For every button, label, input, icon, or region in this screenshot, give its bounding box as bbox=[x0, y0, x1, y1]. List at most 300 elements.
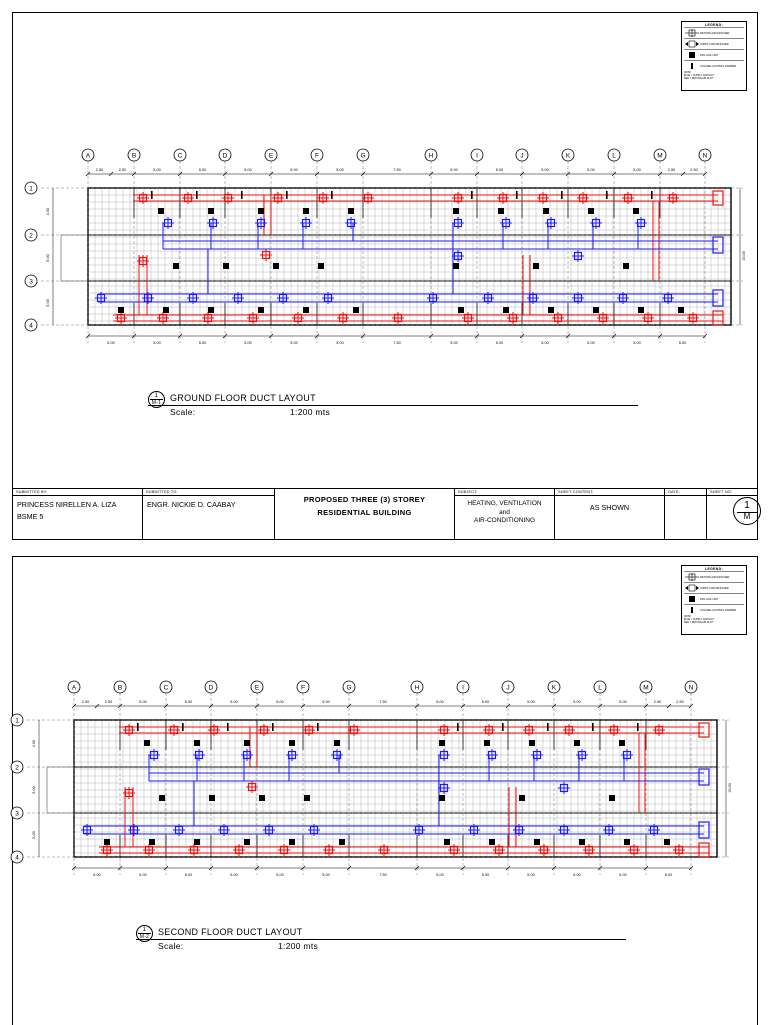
grid-column-label: G bbox=[360, 152, 366, 160]
dimension-label: 5.00 bbox=[276, 873, 284, 877]
dimension-label: 5.00 bbox=[481, 700, 490, 704]
fan-coil-unit bbox=[159, 795, 165, 801]
dimension-label: 2.50 bbox=[104, 700, 113, 704]
grid-column-label: K bbox=[551, 684, 557, 692]
legend-item bbox=[684, 60, 744, 71]
return-air-diffuser bbox=[583, 844, 595, 856]
fan-coil-unit bbox=[339, 839, 345, 845]
fan-coil-unit bbox=[209, 795, 215, 801]
volume-control-damper bbox=[547, 723, 549, 731]
return-air-diffuser bbox=[378, 844, 390, 856]
grid-column-label: I bbox=[476, 152, 478, 160]
supply-air-diffuser bbox=[452, 250, 464, 262]
fan-coil-unit bbox=[453, 263, 459, 269]
dimension-label: 5.00 bbox=[664, 873, 673, 877]
grid-column-label: M bbox=[643, 684, 649, 692]
dimension-label: 5.00 bbox=[527, 873, 535, 877]
legend-item-label: FAN COIL UNIT bbox=[700, 53, 719, 57]
return-air-diffuser bbox=[246, 781, 258, 793]
fan-coil-unit bbox=[664, 839, 670, 845]
supply-air-diffuser bbox=[545, 217, 557, 229]
dimension-label: 5.00 bbox=[276, 700, 284, 704]
dimension-label: 5.00 bbox=[198, 168, 207, 172]
return-air-diffuser bbox=[392, 312, 404, 324]
dimension-label: 2.50 bbox=[81, 700, 90, 704]
fan-coil-unit bbox=[444, 839, 450, 845]
volume-control-damper bbox=[227, 723, 229, 731]
return-air-diffuser bbox=[552, 312, 564, 324]
fan-coil-unit bbox=[633, 208, 639, 214]
fan-coil-unit bbox=[439, 740, 445, 746]
fan-coil-unit bbox=[579, 839, 585, 845]
grid-row-label: 1 bbox=[15, 717, 19, 725]
dimension-label: 5.00 bbox=[46, 299, 50, 307]
grid-column-label: J bbox=[506, 684, 510, 692]
return-air-diffuser bbox=[622, 192, 634, 204]
fan-coil-unit bbox=[304, 795, 310, 801]
dimension-label: 5.00 bbox=[541, 341, 549, 345]
fan-coil-unit bbox=[353, 307, 359, 313]
volume-control-damper bbox=[637, 723, 639, 731]
grid-column-label: B bbox=[117, 684, 123, 692]
porch-outline bbox=[47, 767, 74, 813]
dimension-label: 5.00 bbox=[290, 341, 298, 345]
second-floor-duct-plan bbox=[0, 675, 743, 890]
fan-coil-unit bbox=[244, 740, 250, 746]
grid-row-label: 1 bbox=[29, 185, 33, 193]
dimension-label: 2.50 bbox=[676, 700, 684, 704]
volume-control-damper bbox=[196, 191, 198, 199]
dimension-label: 5.00 bbox=[139, 700, 147, 704]
volume-control-damper bbox=[137, 723, 139, 731]
return-air-diffuser bbox=[538, 844, 550, 856]
fan-coil-unit bbox=[533, 263, 539, 269]
legend-item bbox=[684, 582, 744, 593]
volume-control-damper bbox=[286, 191, 288, 199]
supply-air-diffuser bbox=[193, 749, 205, 761]
dimension-label: 5.00 bbox=[184, 700, 193, 704]
legend-item-label: VOLUME CONTROL DAMPER bbox=[700, 64, 737, 68]
fan-coil-unit bbox=[623, 263, 629, 269]
dimension-label: 7.50 bbox=[379, 873, 387, 877]
supply-air-diffuser-icon bbox=[685, 40, 699, 48]
volume-control-damper bbox=[272, 723, 274, 731]
dimension-label: 5.00 bbox=[46, 254, 50, 262]
dimension-label: 5.00 bbox=[153, 341, 161, 345]
dimension-label: 2.50 bbox=[667, 168, 676, 172]
grid-row-label: 3 bbox=[15, 810, 19, 818]
dimension-label: 5.00 bbox=[573, 700, 581, 704]
supply-air-diffuser bbox=[500, 217, 512, 229]
ground-floor-duct-plan bbox=[13, 143, 757, 358]
fan-coil-unit bbox=[498, 208, 504, 214]
volume-control-damper bbox=[651, 191, 653, 199]
fan-coil-unit bbox=[163, 307, 169, 313]
dimension-label: 5.00 bbox=[678, 341, 687, 345]
project-title-line: PROPOSED THREE (3) STOREY bbox=[303, 495, 426, 504]
dimension-label: 5.00 bbox=[436, 873, 444, 877]
legend bbox=[681, 21, 747, 91]
drawing-sheet-second-floor bbox=[12, 556, 758, 1025]
supply-air-diffuser bbox=[207, 217, 219, 229]
return-air-diffuser bbox=[462, 312, 474, 324]
dimension-label: 5.00 bbox=[527, 700, 535, 704]
fan-coil-unit bbox=[104, 839, 110, 845]
volume-control-damper bbox=[151, 191, 153, 199]
return-air-diffuser bbox=[143, 844, 155, 856]
dimension-label: 5.00 bbox=[198, 341, 207, 345]
volume-control-damper bbox=[241, 191, 243, 199]
fan-coil-unit bbox=[149, 839, 155, 845]
supply-air-diffuser bbox=[300, 217, 312, 229]
project-title-line: RESIDENTIAL BUILDING bbox=[317, 508, 412, 517]
volume-control-damper bbox=[471, 191, 473, 199]
return-air-diffuser bbox=[258, 724, 270, 736]
dimension-label: 5.00 bbox=[336, 168, 344, 172]
grid-column-label: C bbox=[163, 684, 169, 692]
return-air-diffuser bbox=[507, 312, 519, 324]
grid-column-label: N bbox=[688, 684, 694, 692]
dimension-label: 15.00 bbox=[742, 251, 746, 261]
return-air-diffuser bbox=[673, 844, 685, 856]
dimension-label: 5.00 bbox=[230, 873, 238, 877]
supply-air-diffuser bbox=[148, 749, 160, 761]
fan-coil-unit bbox=[529, 740, 535, 746]
fan-coil-unit bbox=[318, 263, 324, 269]
dimension-label: 7.50 bbox=[393, 168, 401, 172]
date-cell: DATE: bbox=[665, 489, 707, 540]
fan-coil-unit bbox=[194, 740, 200, 746]
grid-column-label: L bbox=[612, 152, 616, 160]
grid-column-label: K bbox=[565, 152, 571, 160]
scale-label: Scale: bbox=[158, 941, 184, 951]
return-air-diffuser bbox=[278, 844, 290, 856]
dimension-label: 7.50 bbox=[393, 341, 401, 345]
volume-control-damper bbox=[331, 191, 333, 199]
dimension-label: 5.00 bbox=[244, 168, 252, 172]
return-air-diffuser bbox=[483, 724, 495, 736]
supply-air-diffuser bbox=[590, 217, 602, 229]
dimension-label: 5.00 bbox=[93, 873, 101, 877]
dimension-label: 5.00 bbox=[633, 168, 641, 172]
grid-column-label: L bbox=[598, 684, 602, 692]
fan-coil-unit bbox=[244, 839, 250, 845]
supply-air-diffuser bbox=[572, 250, 584, 262]
grid-column-label: F bbox=[315, 152, 319, 160]
fan-coil-unit bbox=[259, 795, 265, 801]
fan-coil-unit bbox=[303, 208, 309, 214]
dimension-label: 5.00 bbox=[139, 873, 147, 877]
grid-row-label: 2 bbox=[29, 232, 33, 240]
fan-coil-unit bbox=[588, 208, 594, 214]
return-air-diffuser bbox=[448, 844, 460, 856]
fan-coil-unit bbox=[534, 839, 540, 845]
fan-coil-unit bbox=[208, 307, 214, 313]
fan-coil-unit bbox=[208, 208, 214, 214]
legend-item bbox=[684, 604, 744, 615]
volume-control-damper bbox=[516, 191, 518, 199]
grid-column-label: H bbox=[414, 684, 420, 692]
supply-air-diffuser bbox=[452, 217, 464, 229]
fan-coil-unit bbox=[144, 740, 150, 746]
legend-item bbox=[684, 593, 744, 604]
return-air-diffuser bbox=[337, 312, 349, 324]
grid-column-label: F bbox=[301, 684, 305, 692]
dimension-label: 5.00 bbox=[107, 341, 115, 345]
return-air-diffuser bbox=[452, 192, 464, 204]
fan-coil-unit bbox=[619, 740, 625, 746]
dimension-label: 2.50 bbox=[653, 700, 662, 704]
fan-coil-unit bbox=[334, 740, 340, 746]
fan-coil-unit bbox=[503, 307, 509, 313]
dimension-label: 5.00 bbox=[322, 873, 330, 877]
fan-coil-unit bbox=[194, 839, 200, 845]
fan-coil-unit bbox=[158, 208, 164, 214]
return-air-diffuser bbox=[537, 192, 549, 204]
sheet-content-value: AS SHOWN bbox=[589, 503, 630, 512]
view-badge: 1 M-2 bbox=[136, 925, 153, 942]
return-air-diffuser bbox=[115, 312, 127, 324]
submitted-to-cell: SUBMITTED TO: ENGR. NICKIE D. CAABAY bbox=[143, 489, 275, 540]
dimension-label: 5.00 bbox=[436, 700, 444, 704]
fan-coil-unit bbox=[624, 839, 630, 845]
fan-coil-unit bbox=[173, 263, 179, 269]
legend bbox=[681, 565, 747, 635]
grid-column-label: E bbox=[254, 684, 260, 692]
return-air-diffuser bbox=[563, 724, 575, 736]
return-air-diffuser bbox=[182, 192, 194, 204]
fan-coil-unit bbox=[574, 740, 580, 746]
fan-coil-unit bbox=[484, 740, 490, 746]
legend-item-label: VOLUME CONTROL DAMPER bbox=[700, 608, 737, 612]
return-air-diffuser bbox=[202, 312, 214, 324]
return-air-diffuser bbox=[597, 312, 609, 324]
dimension-label: 2.50 bbox=[95, 168, 104, 172]
return-air-diffuser bbox=[317, 192, 329, 204]
grid-row-label: 3 bbox=[29, 278, 33, 286]
supply-air-diffuser bbox=[635, 217, 647, 229]
scale-value: 1:200 mts bbox=[278, 941, 319, 951]
fan-coil-unit bbox=[258, 307, 264, 313]
volume-control-damper bbox=[457, 723, 459, 731]
dimension-label: 5.00 bbox=[450, 341, 458, 345]
dimension-label: 5.00 bbox=[541, 168, 549, 172]
fan-coil-unit-icon bbox=[685, 595, 699, 603]
grid-column-label: D bbox=[208, 684, 214, 692]
return-air-diffuser bbox=[101, 844, 113, 856]
return-air-diffuser bbox=[247, 312, 259, 324]
return-air-diffuser bbox=[438, 724, 450, 736]
dimension-label: 5.00 bbox=[450, 168, 458, 172]
return-air-diffuser bbox=[123, 724, 135, 736]
supply-air-diffuser bbox=[255, 217, 267, 229]
grid-row-label: 2 bbox=[15, 764, 19, 772]
supply-air-diffuser bbox=[241, 749, 253, 761]
submitted-by-cell: SUBMITTED BY: PRINCESS NIRELLEN A. LIZA BSME 5 bbox=[13, 489, 143, 540]
return-air-diffuser bbox=[157, 312, 169, 324]
return-air-diffuser bbox=[667, 192, 679, 204]
return-air-diffuser bbox=[348, 724, 360, 736]
grid-column-label: N bbox=[702, 152, 708, 160]
grid-row-label: 4 bbox=[15, 854, 19, 862]
legend-item-label: SUPPLY AIR DIFFUSER bbox=[700, 586, 729, 590]
return-air-diffuser bbox=[168, 724, 180, 736]
return-air-diffuser bbox=[188, 844, 200, 856]
fan-coil-unit bbox=[548, 307, 554, 313]
title-block bbox=[13, 488, 757, 540]
dimension-label: 5.00 bbox=[244, 341, 252, 345]
fan-coil-unit bbox=[609, 795, 615, 801]
return-air-diffuser bbox=[292, 312, 304, 324]
legend-item bbox=[684, 571, 744, 582]
fan-coil-unit bbox=[348, 208, 354, 214]
dimension-label: 2.50 bbox=[118, 168, 127, 172]
supply-air-diffuser bbox=[286, 749, 298, 761]
legend-note: NOTE: BLUE = SUPPLY AIR DUCT RED = RETURN AIR DUCT bbox=[684, 615, 715, 624]
dimension-label: 5.00 bbox=[495, 168, 504, 172]
dimension-label: 5.00 bbox=[495, 341, 504, 345]
supply-air-diffuser bbox=[331, 749, 343, 761]
drawing-title: SECOND FLOOR DUCT LAYOUT bbox=[158, 927, 303, 937]
fan-coil-unit bbox=[593, 307, 599, 313]
grid-row-label: 4 bbox=[29, 322, 33, 330]
grid-column-label: A bbox=[85, 152, 91, 160]
submitted-by-name: PRINCESS NIRELLEN A. LIZA bbox=[17, 500, 117, 509]
fan-coil-unit bbox=[519, 795, 525, 801]
dimension-label: 5.00 bbox=[633, 341, 641, 345]
fan-coil-unit bbox=[303, 307, 309, 313]
dimension-label: 7.50 bbox=[379, 700, 387, 704]
grid-column-label: G bbox=[346, 684, 352, 692]
dimension-label: 5.00 bbox=[290, 168, 298, 172]
scale-value: 1:200 mts bbox=[290, 407, 331, 417]
sheet-no-cell: SHEET NO: 1 M bbox=[707, 489, 757, 540]
drawing-title: GROUND FLOOR DUCT LAYOUT bbox=[170, 393, 316, 403]
supply-air-diffuser bbox=[486, 749, 498, 761]
volume-control-damper bbox=[502, 723, 504, 731]
legend-item-label: RETURN AIR DIFFUSER bbox=[700, 31, 730, 35]
sheet-number-badge: 1 M bbox=[733, 497, 761, 525]
volume-control-damper-icon bbox=[685, 606, 699, 614]
supply-air-diffuser bbox=[162, 217, 174, 229]
drawing-sheet-ground-floor bbox=[12, 12, 758, 540]
fan-coil-unit bbox=[289, 839, 295, 845]
fan-coil-unit bbox=[458, 307, 464, 313]
return-air-diffuser bbox=[137, 192, 149, 204]
grid-column-label: A bbox=[71, 684, 77, 692]
dimension-label: 5.00 bbox=[587, 168, 595, 172]
porch-outline bbox=[61, 235, 88, 281]
dimension-label: 5.00 bbox=[230, 700, 238, 704]
legend-item-label: SUPPLY AIR DIFFUSER bbox=[700, 42, 729, 46]
grid-column-label: H bbox=[428, 152, 434, 160]
submitted-to-name: ENGR. NICKIE D. CAABAY bbox=[147, 500, 236, 509]
scale-label: Scale: bbox=[170, 407, 196, 417]
fan-coil-unit bbox=[439, 795, 445, 801]
view-badge: 1 M-1 bbox=[148, 391, 165, 408]
fan-coil-unit bbox=[273, 263, 279, 269]
return-air-diffuser bbox=[628, 844, 640, 856]
return-air-diffuser bbox=[303, 724, 315, 736]
return-air-diffuser-icon bbox=[685, 29, 699, 37]
dimension-label: 5.00 bbox=[587, 341, 595, 345]
fan-coil-unit bbox=[638, 307, 644, 313]
grid-column-label: E bbox=[268, 152, 274, 160]
legend-item-label: RETURN AIR DIFFUSER bbox=[700, 575, 730, 579]
volume-control-damper-icon bbox=[685, 62, 699, 70]
fan-coil-unit bbox=[453, 208, 459, 214]
grid-column-label: J bbox=[520, 152, 524, 160]
grid-column-label: C bbox=[177, 152, 183, 160]
dimension-label: 5.00 bbox=[322, 700, 330, 704]
dimension-label: 5.00 bbox=[184, 873, 193, 877]
return-air-diffuser bbox=[493, 844, 505, 856]
volume-control-damper bbox=[561, 191, 563, 199]
dimension-label: 5.00 bbox=[32, 831, 36, 839]
supply-air-diffuser bbox=[576, 749, 588, 761]
legend-item bbox=[684, 49, 744, 60]
dimension-label: 5.00 bbox=[619, 873, 627, 877]
dimension-label: 5.00 bbox=[481, 873, 490, 877]
return-air-diffuser bbox=[653, 724, 665, 736]
dimension-label: 15.00 bbox=[728, 783, 732, 793]
volume-control-damper bbox=[592, 723, 594, 731]
return-air-diffuser bbox=[323, 844, 335, 856]
return-air-diffuser-icon bbox=[685, 573, 699, 581]
submitted-by-course: BSME 5 bbox=[17, 512, 44, 521]
legend-item-label: FAN COIL UNIT bbox=[700, 597, 719, 601]
dimension-label: 5.00 bbox=[153, 168, 161, 172]
grid-column-label: B bbox=[131, 152, 137, 160]
return-air-diffuser bbox=[577, 192, 589, 204]
fan-coil-unit bbox=[678, 307, 684, 313]
dimension-label: 4.00 bbox=[32, 739, 36, 748]
return-air-diffuser bbox=[687, 312, 699, 324]
grid-column-label: D bbox=[222, 152, 228, 160]
project-title-cell bbox=[275, 489, 455, 540]
fan-coil-unit-icon bbox=[685, 51, 699, 59]
return-air-diffuser bbox=[208, 724, 220, 736]
supply-air-diffuser bbox=[345, 217, 357, 229]
legend-title: LEGEND: bbox=[705, 23, 723, 27]
supply-air-diffuser bbox=[438, 782, 450, 794]
subject-cell: SUBJECT: HEATING, VENTILATION and AIR-CONDITIONING bbox=[455, 489, 555, 540]
dimension-label: 5.00 bbox=[32, 786, 36, 794]
supply-air-diffuser bbox=[438, 749, 450, 761]
dimension-label: 4.00 bbox=[46, 207, 50, 216]
return-air-diffuser bbox=[642, 312, 654, 324]
supply-air-diffuser bbox=[621, 749, 633, 761]
fan-coil-unit bbox=[258, 208, 264, 214]
fan-coil-unit bbox=[543, 208, 549, 214]
return-air-diffuser bbox=[233, 844, 245, 856]
dimension-label: 5.00 bbox=[336, 341, 344, 345]
return-air-diffuser bbox=[523, 724, 535, 736]
supply-air-diffuser bbox=[531, 749, 543, 761]
return-air-diffuser bbox=[222, 192, 234, 204]
volume-control-damper bbox=[182, 723, 184, 731]
legend-item bbox=[684, 27, 744, 38]
fan-coil-unit bbox=[289, 740, 295, 746]
legend-note: NOTE: BLUE = SUPPLY AIR DUCT RED = RETURN AIR DUCT bbox=[684, 71, 715, 80]
fan-coil-unit bbox=[223, 263, 229, 269]
volume-control-damper bbox=[606, 191, 608, 199]
return-air-diffuser bbox=[497, 192, 509, 204]
return-air-diffuser bbox=[260, 249, 272, 261]
supply-air-diffuser bbox=[558, 782, 570, 794]
supply-air-diffuser-icon bbox=[685, 584, 699, 592]
sheet-content-cell: SHEET CONTENT: AS SHOWN bbox=[555, 489, 665, 540]
